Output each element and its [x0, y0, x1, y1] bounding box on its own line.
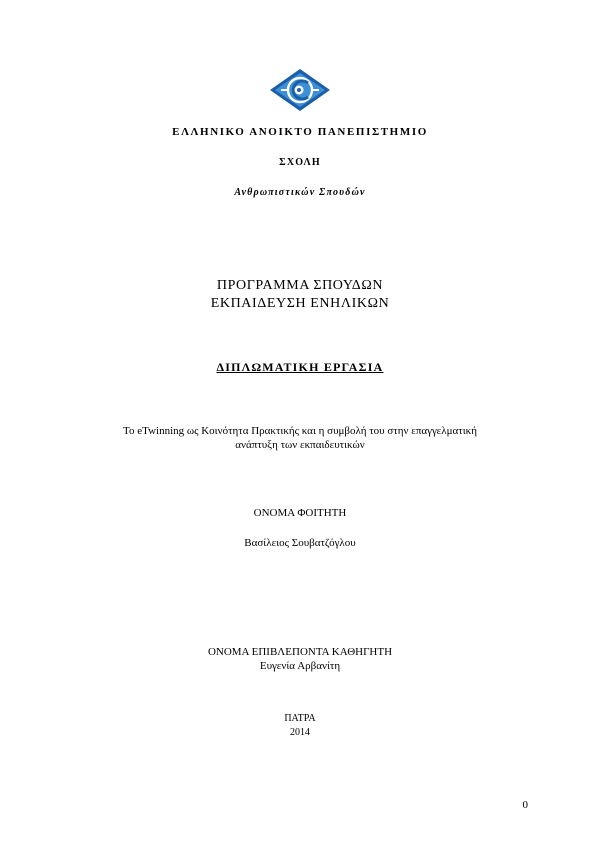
student-label: ΟΝΟΜΑ ΦΟΙΤΗΤΗ [253, 507, 347, 519]
programme-title-line1: ΠΡΟΓΡΑΜΜΑ ΣΠΟΥΔΩΝ [216, 278, 384, 293]
year: 2014 [290, 727, 310, 738]
thesis-label: ΔΙΠΛΩΜΑΤΙΚΗ ΕΡΓΑΣΙΑ [216, 360, 384, 374]
programme-title-line2: ΕΚΠΑΙΔΕΥΣΗ ΕΝΗΛΙΚΩΝ [210, 296, 390, 311]
supervisor-label: ΟΝΟΜΑ ΕΠΙΒΛΕΠΟΝΤΑ ΚΑΘΗΓΗΤΗ [207, 646, 393, 658]
school-label: ΣΧΟΛΗ [279, 157, 321, 168]
thesis-title-line1: Το eTwinning ως Κοινότητα Πρακτικής και η συμβολή του στην επαγγελματική [123, 425, 477, 437]
university-name: ΕΛΛΗΝΙΚΟ ΑΝΟΙΚΤΟ ΠΑΝΕΠΙΣΤΗΜΙΟ [172, 126, 428, 138]
department-name: Ανθρωπιστικών Σπουδών [234, 187, 366, 198]
thesis-title-line2: ανάπτυξη των εκπαιδευτικών [235, 439, 365, 451]
university-logo-icon [268, 68, 332, 112]
supervisor-name: Ευγενία Αρβανίτη [259, 660, 341, 672]
city: ΠΑΤΡΑ [284, 713, 316, 724]
student-name: Βασίλειος Σουβατζόγλου [244, 537, 356, 549]
page-number: 0 [522, 799, 528, 811]
